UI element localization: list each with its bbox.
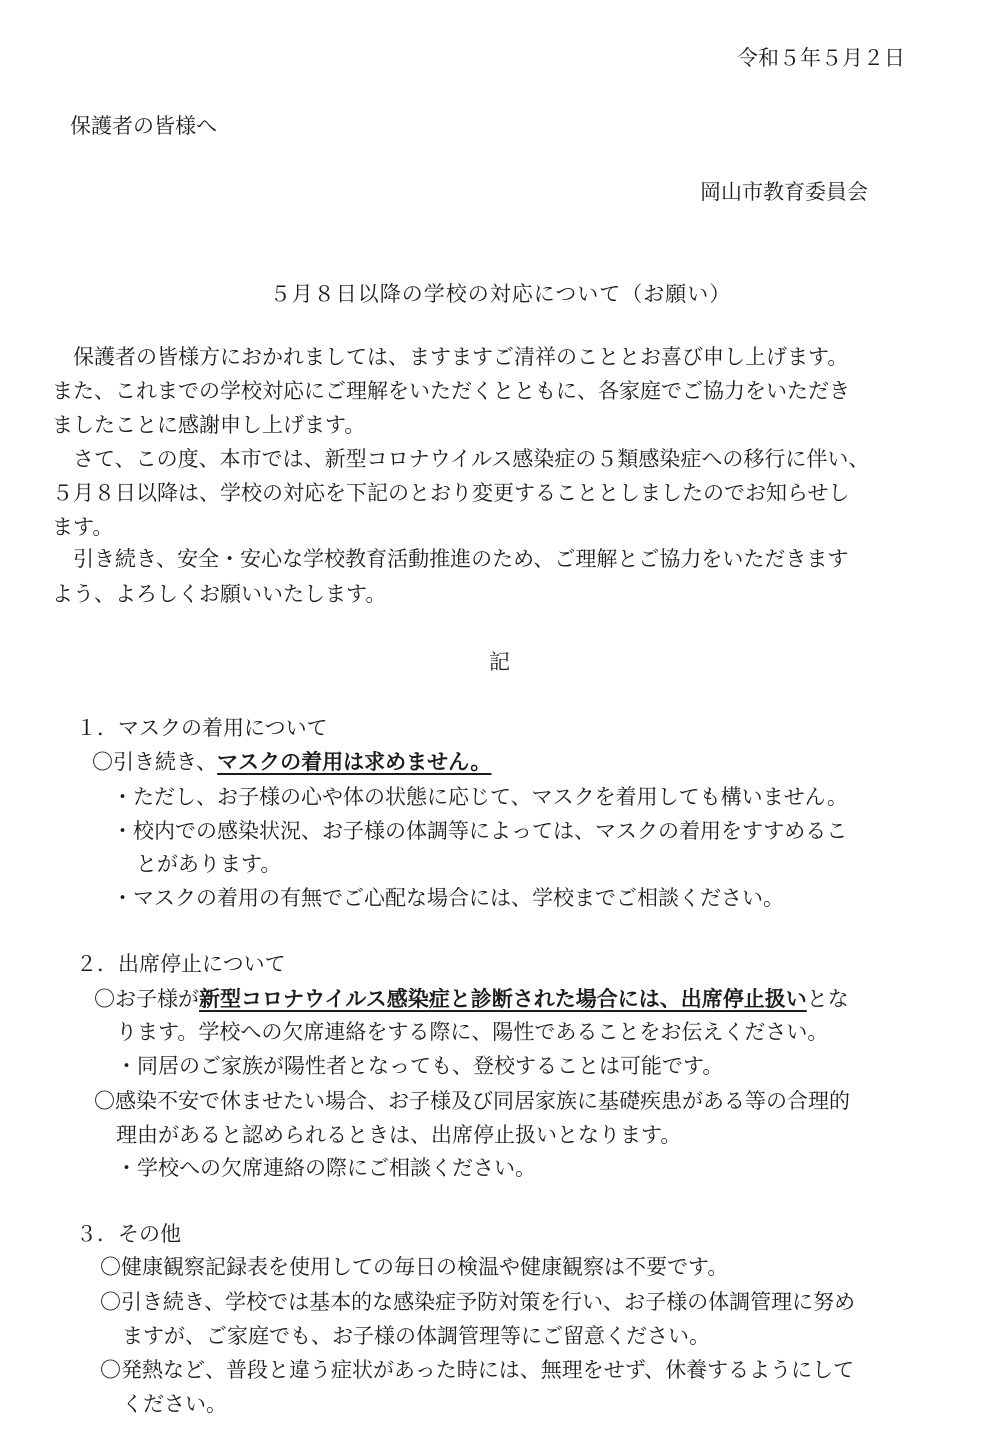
section3-heading: ３．その他	[76, 1222, 181, 1246]
recipient: 保護者の皆様へ	[70, 114, 217, 138]
body-line: よう、よろしくお願いいたします。	[52, 582, 387, 606]
section1-item-emphasis: マスクの着用は求めません。	[217, 750, 492, 774]
body-line: また、これまでの学校対応にご理解をいただくとともに、各家庭でご協力をいただき	[52, 379, 850, 403]
section2-item-cont: 理由があると認められるときは、出席停止扱いとなります。	[116, 1123, 682, 1147]
section2-heading: ２．出席停止について	[76, 952, 286, 976]
section1-bullet-cont: とがあります。	[136, 852, 282, 876]
body-line: 保護者の皆様方におかれましては、ますますご清祥のこととお喜び申し上げます。	[52, 345, 849, 369]
body-line: 引き続き、安全・安心な学校教育活動推進のため、ご理解とご協力をいただきます	[52, 547, 849, 571]
section2-item-prefix: 〇お子様が	[94, 987, 199, 1011]
section1-item-prefix: 〇引き続き、	[92, 750, 218, 774]
section1-heading: １．マスクの着用について	[76, 716, 328, 740]
section3-item: 〇発熱など、普段と違う症状があった時には、無理をせず、休養するようにして	[100, 1358, 855, 1382]
body-line: ます。	[52, 515, 114, 539]
section3-item-cont: ますが、ご家庭でも、お子様の体調管理等にご留意ください。	[122, 1324, 710, 1348]
section2-item	[94, 985, 849, 1013]
section1-item	[92, 748, 491, 776]
section2-item-cont: ります。学校への欠席連絡をする際に、陽性であることをお伝えください。	[116, 1020, 829, 1044]
section3-item: 〇引き続き、学校では基本的な感染症予防対策を行い、お子様の体調管理に努め	[100, 1290, 856, 1314]
section1-bullet: ・マスクの着用の有無でご心配な場合には、学校までご相談ください。	[112, 886, 784, 910]
section3-item: 〇健康観察記録表を使用しての毎日の検温や健康観察は不要です。	[100, 1255, 729, 1279]
section2-item: 〇感染不安で休ませたい場合、お子様及び同居家族に基礎疾患がある等の合理的	[94, 1089, 850, 1113]
section2-bullet: ・学校への欠席連絡の際にご相談ください。	[116, 1156, 536, 1180]
ki-marker: 記	[489, 650, 510, 674]
section1-bullet: ・校内での感染状況、お子様の体調等によっては、マスクの着用をすすめるこ	[112, 819, 848, 843]
body-line: ましたことに感謝申し上げます。	[52, 413, 366, 437]
section2-item-emphasis: 新型コロナウイルス感染症と診断された場合には、出席停止扱い	[199, 987, 807, 1011]
section2-bullet: ・同居のご家族が陽性者となっても、登校することは可能です。	[116, 1054, 724, 1078]
sender: 岡山市教育委員会	[700, 180, 868, 204]
body-line: さて、この度、本市では、新型コロナウイルス感染症の５類感染症への移行に伴い、	[52, 447, 870, 471]
body-line: ５月８日以降は、学校の対応を下記のとおり変更することとしましたのでお知らせし	[52, 481, 850, 505]
document-title: ５月８日以降の学校の対応について（お願い）	[269, 282, 732, 306]
section3-item-cont: ください。	[122, 1392, 227, 1416]
section1-bullet: ・ただし、お子様の心や体の状態に応じて、マスクを着用しても構いません。	[112, 785, 848, 809]
section2-item-suffix: とな	[806, 987, 849, 1011]
date: 令和５年５月２日	[737, 46, 905, 70]
